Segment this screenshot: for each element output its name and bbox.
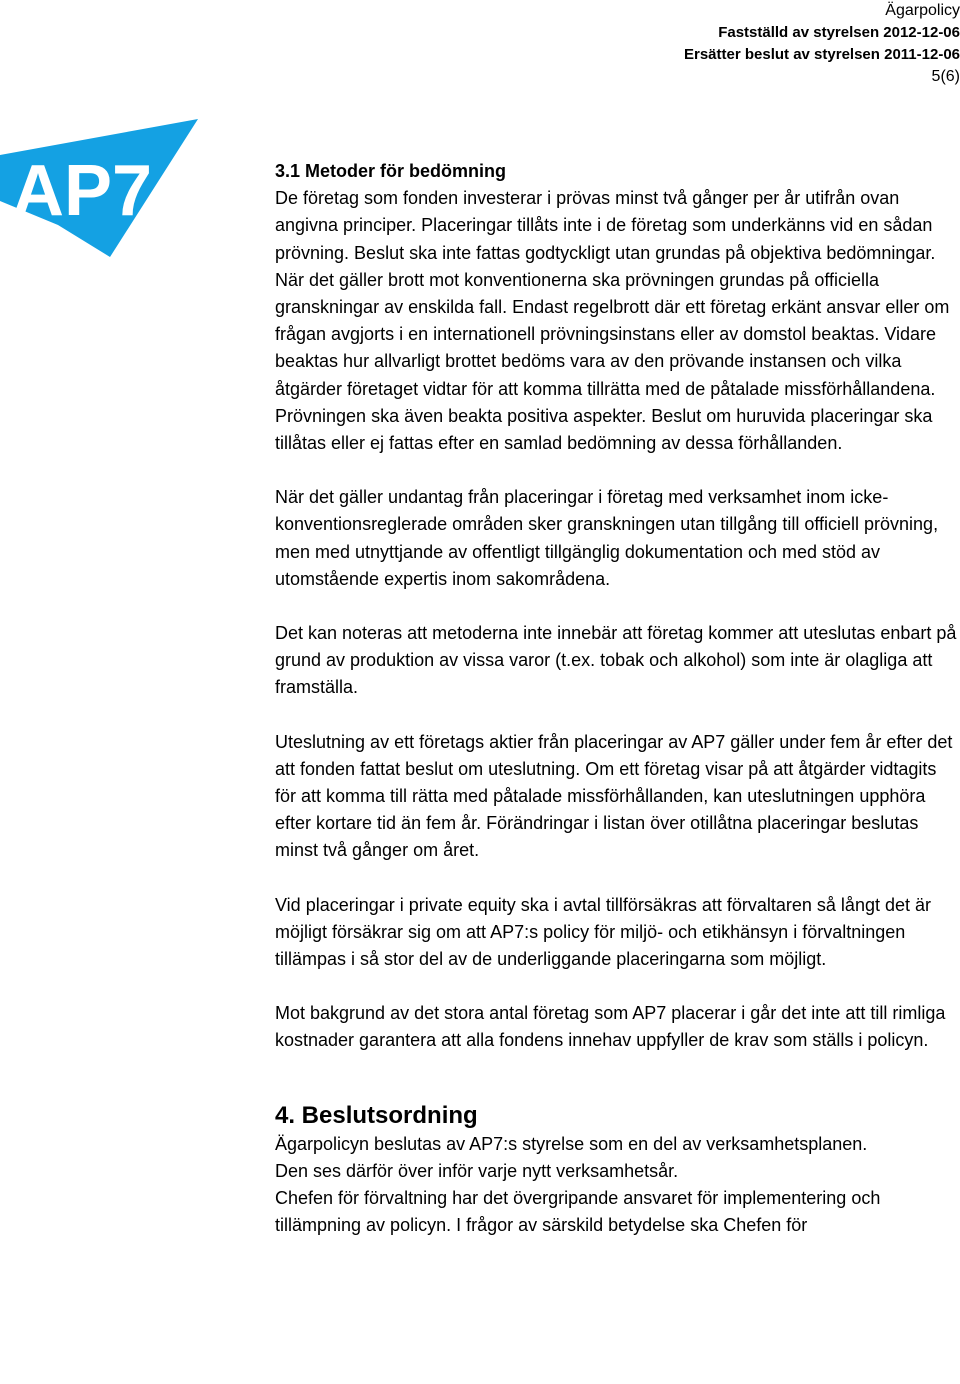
paragraph-exclusion: Uteslutning av ett företags aktier från placeringar av AP7 gäller under fem år efter det att fonden fattat beslut om uteslutning. Om ett företag visar på att åtgärder vidtagits för att komma till rätta med påtalade missförhållanden, kan uteslutningen upphöra efter kortare tid än fem år. Förändringar i listan över otillåtna placeringar beslutas minst två gånger om året.: [275, 731, 953, 861]
page-header: [460, 0, 960, 88]
ap7-logo: [0, 117, 200, 257]
page-number: 5(6): [931, 68, 960, 85]
decision-line-2: Den ses därför över inför varje nytt verksamhetsår.: [275, 1160, 679, 1181]
document-title: Ägarpolicy: [885, 2, 960, 19]
paragraph-private-equity: Vid placeringar i private equity ska i avtal tillförsäkras att förvaltaren så långt det är möjligt försäkrar sig om att AP7:s policy för miljö- och etikhänsyn i förvaltningen tillämpas i så stor del av de underliggande placeringarna som möjligt.: [275, 894, 931, 970]
paragraph-exceptions: När det gäller undantag från placeringar i företag med verksamhet inom icke-konventionsreglerade områden sker granskningen utan tillgång till officiell prövning, men med utnyttjande av offentligt tillgänglig dokumentation och med stöd av utomstående expertis inom sakområdena.: [275, 487, 939, 589]
paragraph-cost-note: Mot bakgrund av det stora antal företag som AP7 placerar i går det inte att till rimliga kostnader garantera att alla fondens innehav uppfyller de krav som ställs i policyn.: [275, 1003, 946, 1051]
established-date: Fastställd av styrelsen 2012-12-06: [718, 24, 960, 41]
document-body: [275, 158, 957, 1240]
paragraph-assessment: De företag som fonden investerar i prövas minst två gånger per år utifrån ovan angivna principer. Placeringar tillåts inte i de företag som underkänns vid en sådan prövning. Beslut ska inte fattas godtyckligt utan grundas på objektiva bedömningar. När det gäller brott mot konventionerna ska prövningen grundas på officiella granskningar av enskilda fall. Endast regelbrott där ett företag erkänt ansvar eller om frågan avgjorts i en internationell prövningsinstans eller av domstol beaktas. Vidare beaktas hur allvarligt brottet bedöms vara av den prövande instansen och vilka åtgärder företaget vidtar för att komma tillrätta med de påtalade missförhållandena. Prövningen ska även beakta positiva aspekter. Beslut om huruvida placeringar ska tillåtas eller ej fattas efter en samlad bedömning av dessa förhållanden.: [275, 188, 950, 454]
logo-text: AP7: [12, 151, 153, 231]
section-4-heading: 4. Beslutsordning: [275, 1101, 478, 1129]
section-3-1-heading: 3.1 Metoder för bedömning: [275, 161, 507, 181]
decision-line-3: Chefen för förvaltning har det övergripande ansvaret för implementering och tillämpning av policyn. I frågor av särskild betydelse ska Chefen för: [275, 1188, 881, 1236]
paragraph-methods-note: Det kan noteras att metoderna inte innebär att företag kommer att uteslutas enbart på grund av produktion av vissa varor (t.ex. tobak och alkohol) som inte är olagliga att framställa.: [275, 623, 957, 698]
decision-line-1: Ägarpolicyn beslutas av AP7:s styrelse som en del av verksamhetsplanen.: [275, 1133, 868, 1154]
replaces-date: Ersätter beslut av styrelsen 2011-12-06: [684, 46, 960, 63]
